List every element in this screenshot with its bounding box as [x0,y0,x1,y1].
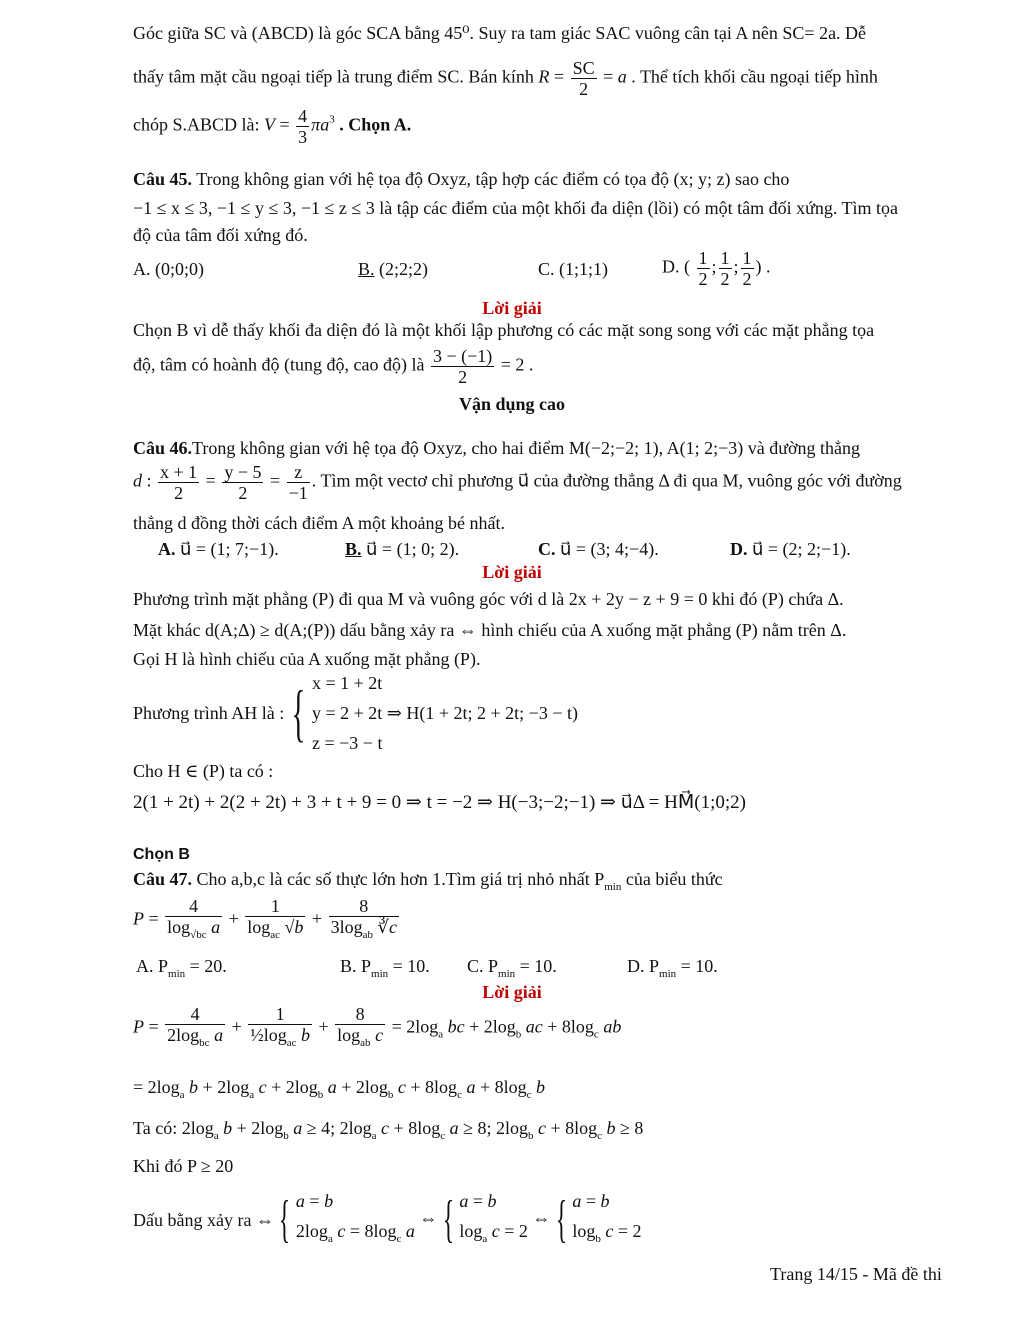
question-45: Câu 45. Trong không gian với hệ tọa độ Oxyz, tập hợp các điểm có tọa độ (x; y; z) sao cho [133,169,790,189]
option-b: B. $P_{min} = 10$. [340,956,430,980]
text-line: độ của tâm đối xứng đó. [133,225,308,245]
system-line: Phương trình AH là : { x = 1 + 2t y = 2 + 2t ⇒ H(1 + 2t; 2 + 2t; −3 − t) z = −3 − t [133,673,578,753]
option-d: D. u⃗ = (2; 2;−1). [730,539,851,559]
text-line: Khi đó P ≥ 20 [133,1156,234,1176]
option-c: C. (1;1;1) [538,259,608,279]
text-line: Mặt khác d(A;Δ) ≥ d(A;(P)) dấu bằng xảy ra ⇔ hình chiếu của A xuống mặt phẳng (P) nằm trên Δ. [133,620,847,640]
choose-answer: Chọn B [133,846,190,863]
option-d: D. ( $\frac{1}{2}$ ; $\frac{1}{2}$ ; $\frac{1}{2}$ ) . [662,248,771,289]
option-c: C. $P_{min} = 10$. [467,956,557,980]
text-line: d : $\frac{x + 1}{2}$ = $\frac{y - 5}{2}$ = $\frac{z}{-1}$ . Tìm một vectơ chỉ phương u⃗ của đường thẳng Δ đi qua M, vuông góc với đường [133,462,902,503]
option-a: A. $P_{min} = 20$. [136,956,227,980]
option-b: B. (2;2;2) [358,259,429,279]
option-c: C. u⃗ = (3; 4;−4). [538,539,659,559]
page-footer: Trang 14/15 - Mã đề thi [770,1264,942,1284]
equation-line: = $2\log_a$ $b + 2\log_a$ $c + 2\log_b$ $a + 2\log_b$ $c + 8\log_c$ $a + 8\log_c$ b [133,1077,545,1101]
equation-line: 2(1 + 2t) + 2(2 + 2t) + 3 + t + 9 = 0 ⇒ t = −2 ⇒ H(−3;−2;−1) ⇒ u⃗Δ = HM⃗(1;0;2) [133,792,746,813]
option-a: A. u⃗ = (1; 7;−1). [158,539,279,559]
solution-title: Lời giải [482,298,542,318]
option-b: B. u⃗ = (1; 0; 2). [345,539,460,559]
question-47: Câu 47. Cho a,b,c là các số thực lớn hơn 1.Tìm giá trị nhỏ nhất $P_{min}$ của biểu thức [133,869,723,893]
solution-title: Lời giải [482,562,542,582]
equation-line: Ta có: $2\log_a$ $b + 2\log_b$ a ≥ 4; $2\log_a$ $c + 8\log_c$ a ≥ 8; $2\log_b$ $c + 8\log_c$ b ≥ 8 [133,1118,644,1142]
question-46: Câu 46.Trong không gian với hệ tọa độ Oxyz, cho hai điểm M(−2;−2; 1), A(1; 2;−3) và đường thẳng [133,438,861,458]
expression-p: P = $\frac{4}{\log_{√bc} a}$ + $\frac{1}{\log_{ac} √b}$ + $\frac{8}{3\log_{ab} ∛c}$ [133,896,397,941]
text-line: Góc giữa SC và (ABCD) là góc SCA bằng 45⁰. Suy ra tam giác SAC vuông cân tại A nên SC= 2a. Dễ [133,23,867,43]
equation-line: P = $\frac{4}{2\log_{bc} a}$ + $\frac{1}{\frac{1}{2}\log_{ac} b}$ + $\frac{8}{\log_{ab} c}$ = $2\log_a$ bc + $2\log_b$ ac + $8\log_c$ ab [133,1004,622,1049]
text-line: Cho H ∈ (P) ta có : [133,761,274,781]
text-line: độ, tâm có hoành độ (tung độ, cao độ) là $\frac{3 - (-1)}{2}$ = 2 . [133,346,534,387]
text-line: chóp S.ABCD là: V = $\frac{4}{3}$ $\pi a^3$ . Chọn A. [133,106,412,147]
text-line: thấy tâm mặt cầu ngoại tiếp là trung điểm SC. Bán kính R = $\frac{SC}{2}$ = a . Thể tích khối cầu ngoại tiếp hình [133,58,878,99]
text-line: thẳng d đồng thời cách điểm A một khoảng bé nhất. [133,513,505,533]
text-line: −1 ≤ x ≤ 3, −1 ≤ y ≤ 3, −1 ≤ z ≤ 3 là tập các điểm của một khối đa diện (lồi) có một tâm đối xứng. Tìm tọa [133,198,899,218]
section-title: Vận dụng cao [458,394,566,414]
text-line: Chọn B vì dễ thấy khối đa diện đó là một khối lập phương có các mặt song song với các mặt phẳng tọa [133,320,875,340]
text-line: Phương trình mặt phẳng (P) đi qua M và vuông góc với d là 2x + 2y − z + 9 = 0 khi đó (P) chứa Δ. [133,589,844,609]
equality-condition: Dấu bằng xảy ra ⇔ { a = b $2\log_a$ $c = 8\log_c$ a ⇔ { a = b $\log_a c = 2$ ⇔ { a = b $\log_b c = 2$ [133,1191,642,1248]
option-a: A. (0;0;0) [133,259,204,279]
option-d: D. $P_{min} = 10$. [627,956,718,980]
text-line: Gọi H là hình chiếu của A xuống mặt phẳng (P). [133,649,481,669]
solution-title: Lời giải [482,982,542,1002]
